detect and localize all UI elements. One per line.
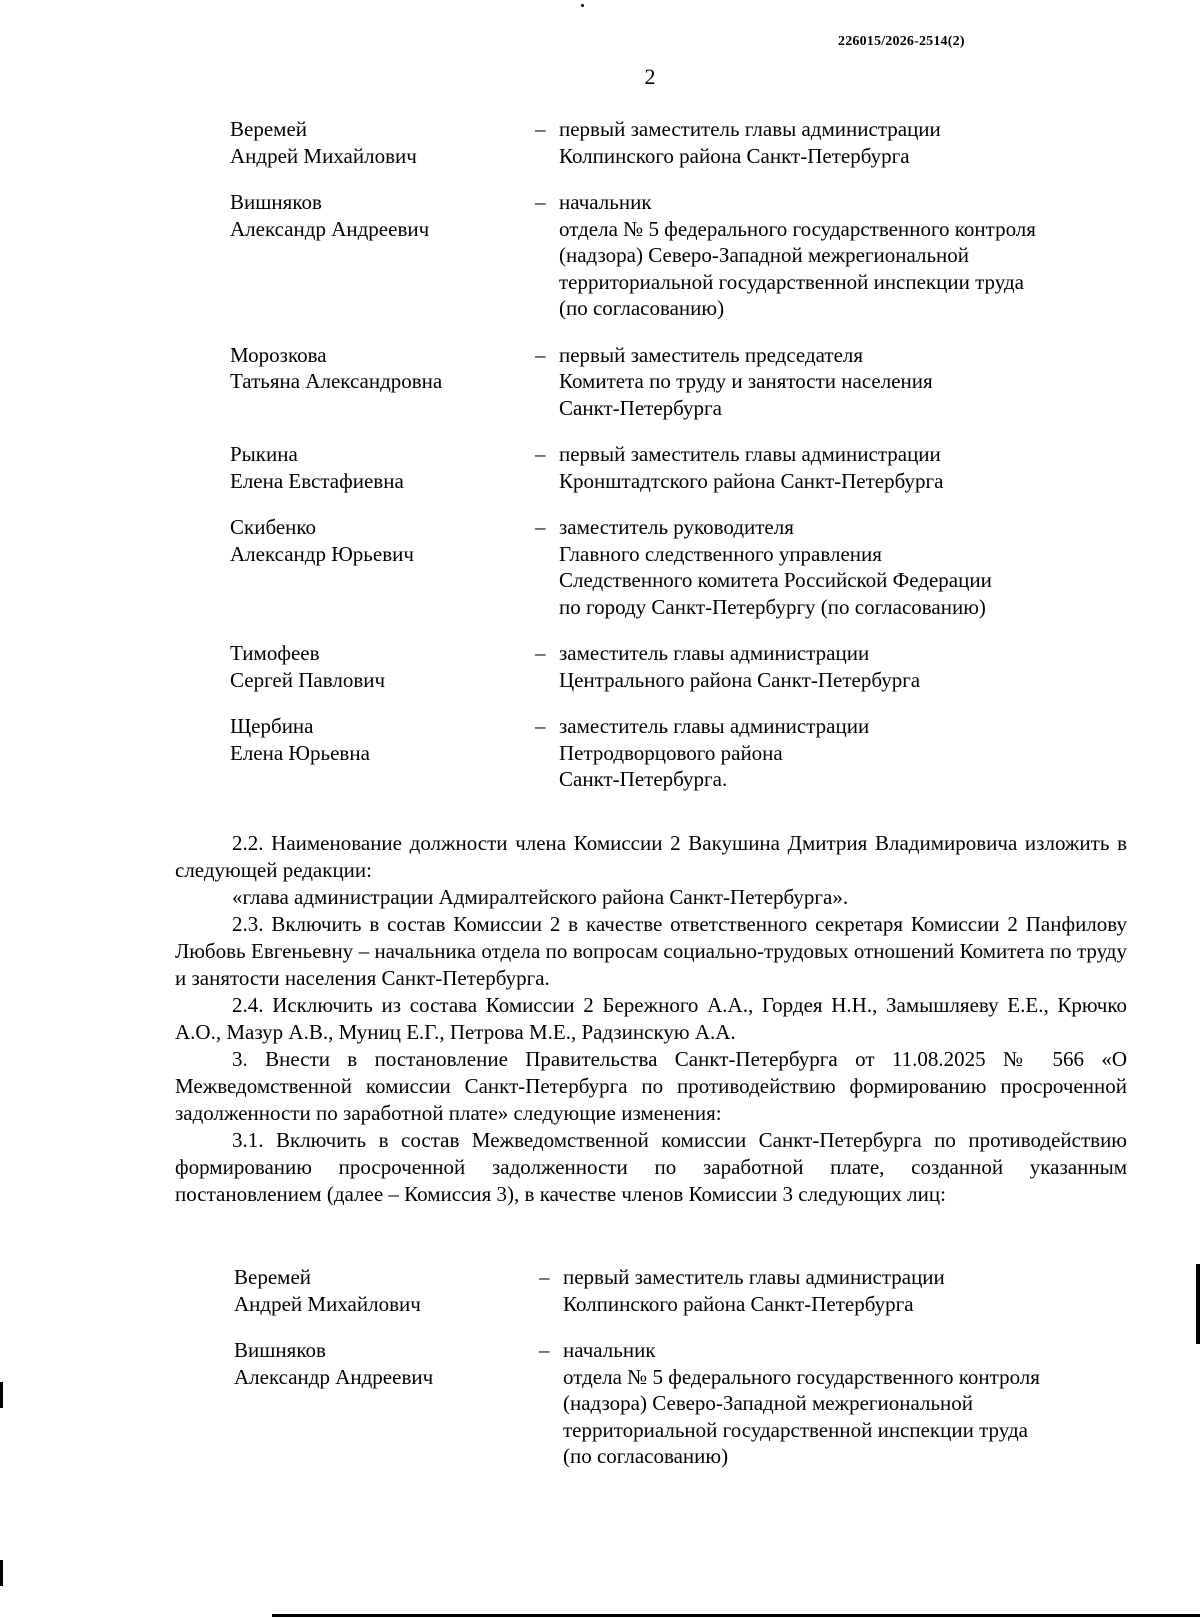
member-entry [234, 1337, 1194, 1470]
position-line: территориальной государственной инспекции труда [559, 269, 1024, 294]
member-surname: Рыкина [230, 442, 298, 466]
member-given-name: Александр Андреевич [230, 216, 430, 241]
member-surname: Щербина [230, 714, 314, 738]
position-line: заместитель главы администрации [559, 641, 870, 665]
paragraph-3-1: 3.1. Включить в состав Межведомственной комиссии Санкт-Петербурга по противодействию формированию просроченной задолженности по заработной плате, созданной указанным постановлением (далее – Комиссия 3), в качестве членов Комиссии 3 следующих лиц: [175, 1128, 1127, 1206]
member-entry [230, 342, 1190, 422]
dash: – [535, 117, 546, 141]
position-line: начальник [563, 1338, 656, 1362]
paragraph-2-2: 2.2. Наименование должности члена Комиссии 2 Вакушина Дмитрия Владимировича изложить в следующей редакции: [175, 831, 1127, 882]
member-name [230, 342, 535, 422]
position-line: первый заместитель главы администрации [563, 1265, 945, 1289]
page-number: 2 [644, 64, 656, 89]
scan-edge-mark [1196, 1264, 1200, 1344]
dash: – [535, 515, 546, 539]
position-line: начальник [559, 190, 652, 214]
position-line: Центрального района Санкт-Петербурга [559, 667, 921, 692]
members-list-commission-3 [234, 1264, 1194, 1490]
dash: – [539, 1265, 550, 1289]
member-given-name: Андрей Михайлович [234, 1291, 421, 1316]
paragraph-2-3: 2.3. Включить в состав Комиссии 2 в качестве ответственного секретаря Комиссии 2 Панфилову Любовь Евгеньевну – начальника отдела по вопросам социально-трудовых отношений Комитета по труду и занятости населения Санкт-Петербурга. [175, 912, 1127, 990]
member-surname: Веремей [230, 117, 307, 141]
scan-bottom-edge [272, 1614, 1200, 1617]
member-given-name: Андрей Михайлович [230, 143, 417, 168]
position-line: по городу Санкт-Петербургу (по согласованию) [559, 594, 986, 619]
member-name [230, 189, 535, 322]
position-line: Кронштадтского района Санкт-Петербурга [559, 468, 944, 493]
member-name [230, 441, 535, 494]
position-line: Колпинского района Санкт-Петербурга [563, 1291, 914, 1316]
member-entry [230, 189, 1190, 322]
member-given-name: Елена Евстафиевна [230, 468, 404, 493]
members-list-commission-2 [230, 116, 1190, 813]
position-line: (по согласованию) [559, 296, 725, 320]
position-line: (надзора) Северо-Западной межрегиональной [559, 243, 970, 267]
position-line: первый заместитель главы администрации [559, 117, 941, 141]
position-line: Санкт-Петербурга. [559, 767, 728, 791]
position-line: первый заместитель председателя [559, 342, 864, 367]
position-line: заместитель главы администрации [559, 714, 870, 738]
position-line: Следственного комитета Российской Федерации [559, 568, 992, 592]
member-position [559, 640, 1190, 693]
member-given-name: Татьяна Александровна [230, 369, 443, 393]
member-entry [230, 441, 1190, 494]
registration-number: 226015/2026-2514(2) [838, 34, 965, 49]
position-line: отдела № 5 федерального государственного контроля [563, 1364, 1040, 1389]
dash: – [535, 442, 546, 466]
member-position [559, 116, 1190, 169]
member-name [234, 1337, 539, 1470]
member-surname: Вишняков [230, 190, 322, 214]
position-line: Главного следственного управления [559, 541, 882, 566]
dash: – [535, 190, 546, 214]
resolution-body-text [175, 830, 1127, 1208]
scan-edge-mark [0, 1560, 3, 1586]
member-surname: Вишняков [234, 1338, 326, 1362]
position-line: отдела № 5 федерального государственного контроля [559, 216, 1036, 241]
scan-speck [581, 4, 584, 7]
member-given-name: Сергей Павлович [230, 667, 386, 692]
member-position [559, 342, 1190, 422]
position-line: Петродворцового района [559, 740, 783, 765]
member-entry [230, 640, 1190, 693]
member-surname: Скибенко [230, 515, 317, 539]
dash: – [535, 641, 546, 665]
member-name [230, 713, 535, 793]
member-surname: Веремей [234, 1265, 311, 1289]
position-line: заместитель руководителя [559, 515, 794, 539]
position-line: Комитета по труду и занятости населения [559, 369, 933, 393]
paragraph-2-2-quote: «глава администрации Адмиралтейского района Санкт-Петербурга». [232, 885, 849, 909]
member-position [563, 1337, 1194, 1470]
position-line: Санкт-Петербурга [559, 395, 722, 420]
member-entry [234, 1264, 1194, 1317]
member-given-name: Елена Юрьевна [230, 740, 370, 765]
position-line: Колпинского района Санкт-Петербурга [559, 143, 910, 168]
member-given-name: Александр Андреевич [234, 1364, 434, 1389]
dash: – [535, 342, 546, 367]
member-given-name: Александр Юрьевич [230, 541, 414, 566]
member-name [230, 640, 535, 693]
member-position [559, 441, 1190, 494]
dash: – [539, 1338, 550, 1362]
member-surname: Тимофеев [230, 641, 320, 665]
member-position [559, 514, 1190, 620]
position-line: (надзора) Северо-Западной межрегиональной [563, 1391, 974, 1415]
member-name [230, 116, 535, 169]
paragraph-3: 3. Внести в постановление Правительства Санкт-Петербурга от 11.08.2025 № 566 «О Межведомственной комиссии Санкт-Петербурга по противодействию формированию просроченной задолженности по заработной плате» следующие изменения: [175, 1047, 1127, 1125]
position-line: территориальной государственной инспекции труда [563, 1417, 1028, 1442]
member-position [559, 713, 1190, 793]
member-entry [230, 514, 1190, 620]
paragraph-2-4: 2.4. Исключить из состава Комиссии 2 Бережного А.А., Гордея Н.Н., Замышляеву Е.Е., Крючко А.О., Мазур А.В., Муниц Е.Г., Петрова М.Е., Радзинскую А.А. [175, 993, 1127, 1044]
member-name [230, 514, 535, 620]
scan-edge-mark [0, 1382, 3, 1408]
member-entry [230, 713, 1190, 793]
member-name [234, 1264, 539, 1317]
position-line: первый заместитель главы администрации [559, 442, 941, 466]
member-position [563, 1264, 1194, 1317]
member-surname: Морозкова [230, 342, 327, 367]
member-entry [230, 116, 1190, 169]
member-position [559, 189, 1190, 322]
position-line: (по согласованию) [563, 1444, 729, 1468]
dash: – [535, 714, 546, 738]
